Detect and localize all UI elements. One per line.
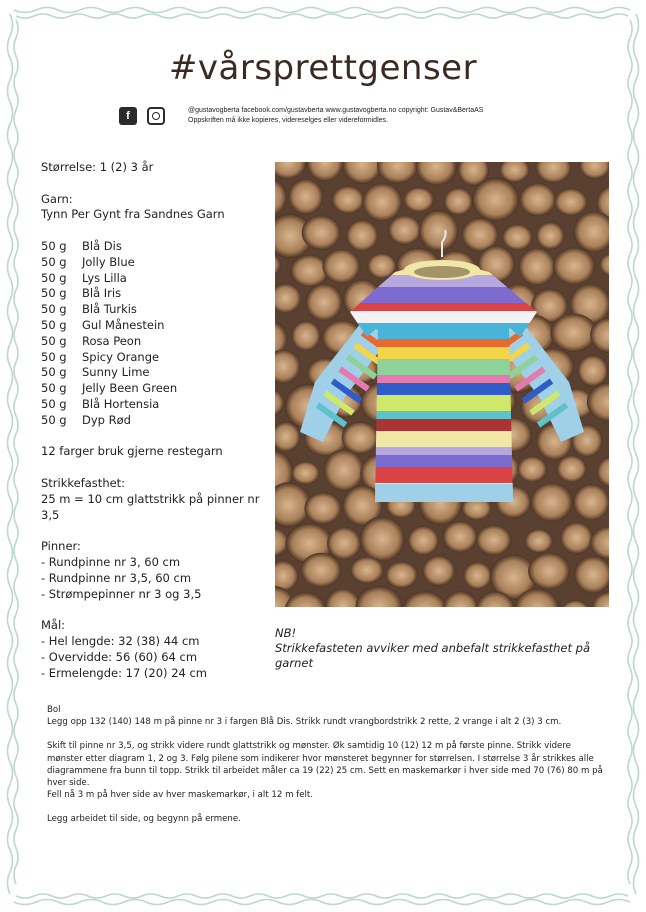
sweater-photo <box>275 162 609 607</box>
yarn-color: Lys Lilla <box>82 270 127 285</box>
copy-notice: Oppskriften må ikke kopieres, videreselges eller videreformidles. <box>188 117 388 124</box>
yarn-item <box>41 239 271 255</box>
paragraph: Legg opp 132 (140) 148 m på pinne nr 3 i fargen Blå Dis. Strikk rundt vrangbordstrikk 2 rette, 2 vrange i alt 2 (3) 3 cm. <box>47 717 562 728</box>
yarn-section <box>41 192 271 224</box>
yarn-amount: 50 g <box>41 381 67 396</box>
measurement-item: - Overvidde: 56 (60) 64 cm <box>41 649 198 664</box>
section-heading: Bol <box>47 705 61 715</box>
yarn-amount: 50 g <box>41 317 67 332</box>
gauge-text: 25 m = 10 cm glattstrikk på pinner nr 3,5 <box>41 491 260 522</box>
paragraph: Legg arbeidet til side, og begynn på ermene. <box>47 814 241 825</box>
needles-section <box>41 539 271 602</box>
yarn-amount: 50 g <box>41 254 67 269</box>
paragraph: Fell nå 3 m på hver side av hver maskemarkør, i alt 12 m felt. <box>47 790 313 801</box>
yarn-item <box>41 302 271 318</box>
yarn-color: Sunny Lime <box>82 365 150 380</box>
needle-item: - Rundpinne nr 3,5, 60 cm <box>41 570 192 585</box>
page-title: #vårsprettgenser <box>168 48 478 88</box>
measurements-section <box>41 618 271 681</box>
yarn-item <box>41 334 271 350</box>
yarn-item <box>41 397 271 413</box>
yarn-amount: 50 g <box>41 412 67 427</box>
gauge-section <box>41 476 271 523</box>
yarn-item <box>41 381 271 397</box>
facebook-icon[interactable]: f <box>119 107 137 125</box>
yarn-note: 12 farger bruk gjerne restegarn <box>41 444 223 459</box>
yarn-color: Blå Dis <box>82 238 122 253</box>
yarn-name: Tynn Per Gynt fra Sandnes Garn <box>41 207 225 222</box>
measurement-item: - Hel lengde: 32 (38) 44 cm <box>41 633 200 648</box>
credit-line: @gustavogberta facebook.com/gustavberta www.gustavogberta.no copyright: Gustav&BertaAS <box>188 107 484 114</box>
yarn-amount: 50 g <box>41 270 67 285</box>
yarn-color: Blå Iris <box>82 286 122 301</box>
yarn-amount: 50 g <box>41 286 67 301</box>
gauge-heading: Strikkefasthet: <box>41 475 126 490</box>
yarn-color: Blå Hortensia <box>82 396 160 411</box>
nb-text: Strikkefasteten avviker med anbefalt strikkefasthet på garnet <box>275 641 590 670</box>
copyright-credit <box>188 106 483 126</box>
nb-label: NB! <box>275 626 297 640</box>
yarn-item <box>41 413 271 429</box>
yarn-color: Jolly Blue <box>82 254 135 269</box>
yarn-color: Gul Månestein <box>82 317 165 332</box>
social-icons <box>119 107 165 125</box>
yarn-heading: Garn: <box>41 191 73 206</box>
paragraph: Skift til pinne nr 3,5, og strikk videre rundt glattstrikk og mønster. Øk samtidig 10 (12) 12 m på første pinne. Strikk videre mønster etter diagram 1, 2 og 3. Følg pilene som indikerer hvor mønsteret begynner for størrelsen. I størrelse 3 år strikkes alle diagrammene fra bunn til topp. Strikk til arbeidet måler ca 19 (22) 25 cm. Sett en maskemarkør i hver side med 70 (76) 80 m på hver side. <box>47 741 603 789</box>
yarn-amount: 50 g <box>41 396 67 411</box>
yarn-item <box>41 350 271 366</box>
size-text: Størrelse: 1 (2) 3 år <box>41 160 154 174</box>
yarn-color: Jelly Been Green <box>82 381 178 396</box>
yarn-color: Dyp Rød <box>82 412 131 427</box>
yarn-amount: 50 g <box>41 349 67 364</box>
yarn-amount: 50 g <box>41 238 67 253</box>
needle-item: - Rundpinne nr 3, 60 cm <box>41 554 181 569</box>
needle-item: - Strømpepinner nr 3 og 3,5 <box>41 586 202 601</box>
yarn-item <box>41 318 271 334</box>
measurement-item: - Ermelengde: 17 (20) 24 cm <box>41 665 208 680</box>
yarn-color: Spicy Orange <box>82 349 160 364</box>
gauge-note <box>275 626 615 671</box>
pattern-specs <box>41 160 271 697</box>
yarn-item <box>41 255 271 271</box>
yarn-amount: 50 g <box>41 302 67 317</box>
yarn-amount: 50 g <box>41 365 67 380</box>
yarn-item <box>41 365 271 381</box>
yarn-color: Blå Turkis <box>82 302 137 317</box>
yarn-item <box>41 271 271 287</box>
needles-heading: Pinner: <box>41 539 81 554</box>
yarn-item <box>41 286 271 302</box>
instructions <box>47 704 607 838</box>
yarn-color: Rosa Peon <box>82 333 142 348</box>
instagram-icon[interactable] <box>147 107 165 125</box>
yarn-amount: 50 g <box>41 333 67 348</box>
yarn-list <box>41 239 271 429</box>
measurements-heading: Mål: <box>41 618 66 633</box>
